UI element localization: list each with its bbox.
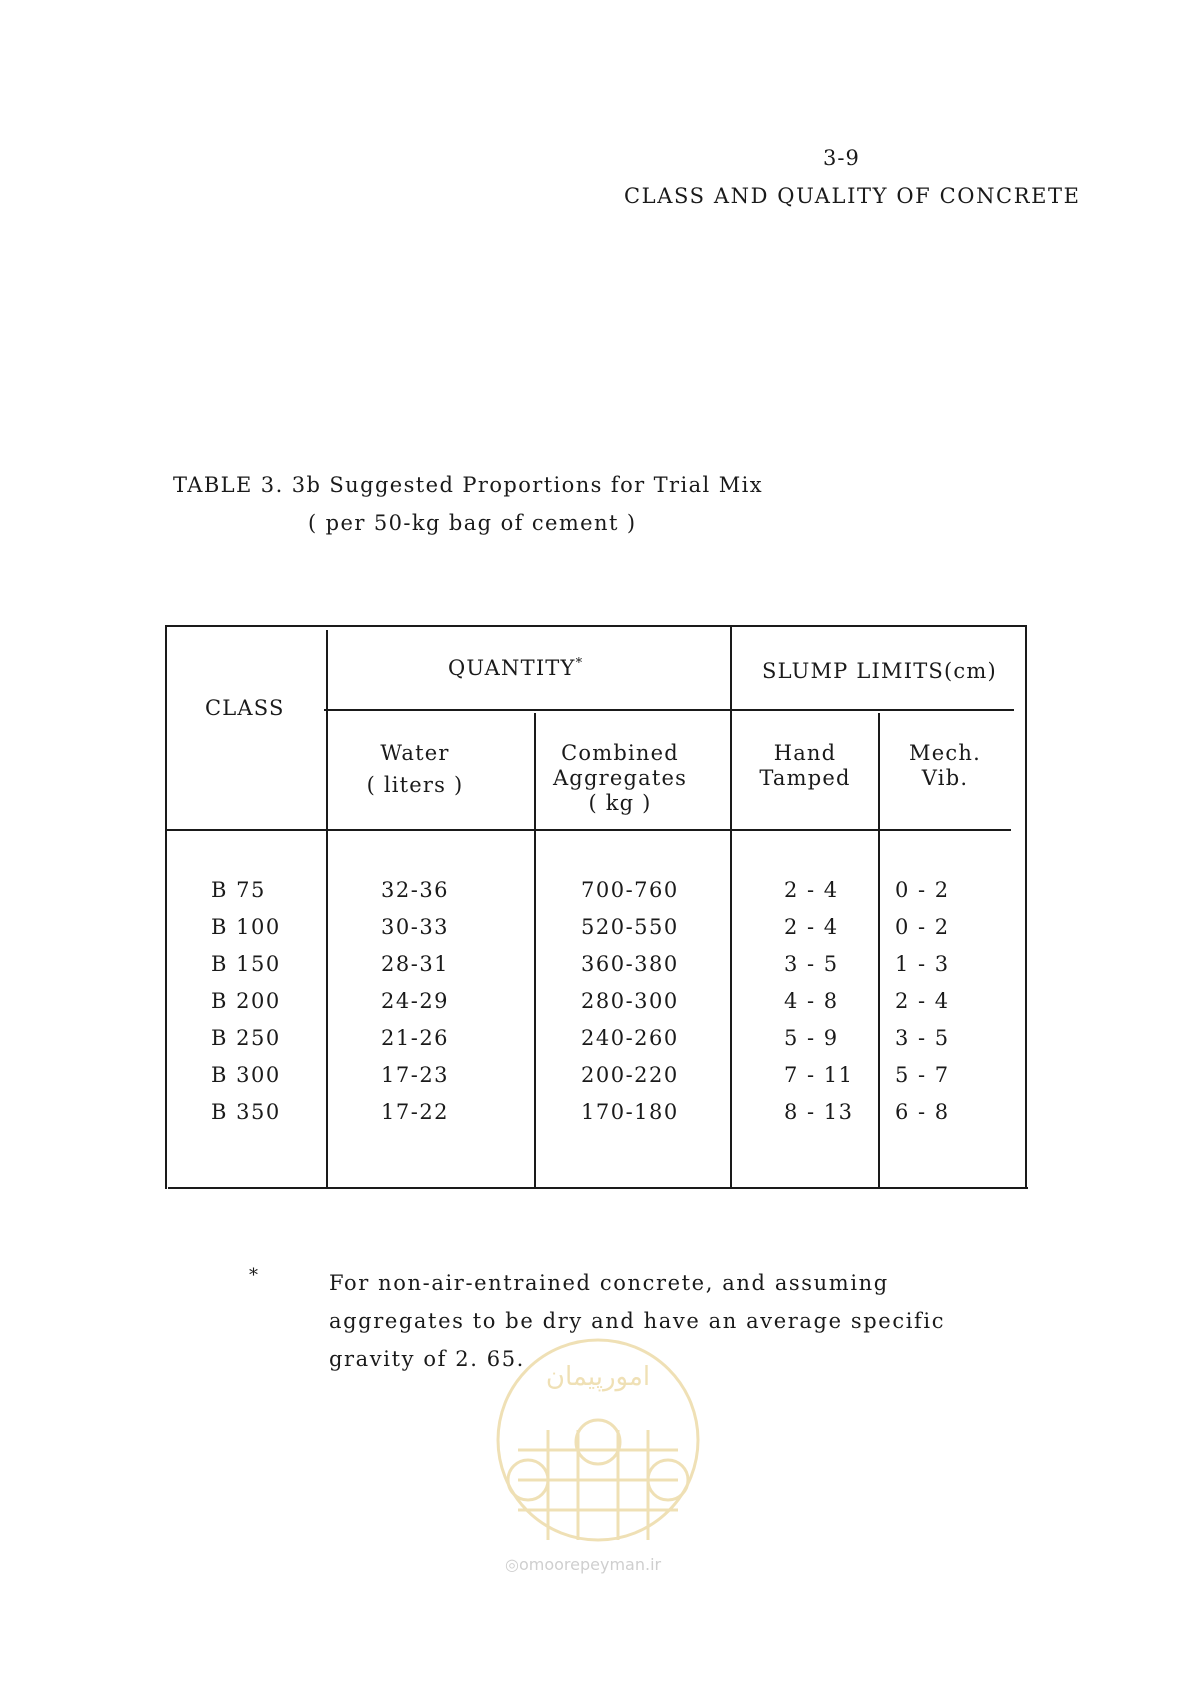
header-aggregates-label-2: Aggregates bbox=[552, 766, 688, 790]
table-cell-mech: 0 - 2 bbox=[895, 878, 950, 902]
table-cell-hand: 4 - 8 bbox=[784, 989, 839, 1013]
header-water-label: Water bbox=[380, 741, 450, 765]
table-cell-water: 17-23 bbox=[381, 1063, 450, 1087]
table-cell-mech: 1 - 3 bbox=[895, 952, 950, 976]
table-subcaption: ( per 50-kg bag of cement ) bbox=[308, 511, 637, 535]
table-border-bottom bbox=[168, 1187, 1028, 1189]
table-cell-class: B 300 bbox=[211, 1063, 281, 1087]
table-cell-water: 30-33 bbox=[381, 915, 450, 939]
header-aggregates-unit: ( kg ) bbox=[588, 791, 652, 815]
header-water-unit: ( liters ) bbox=[366, 773, 464, 797]
table-cell-aggregates: 170-180 bbox=[581, 1100, 679, 1124]
column-divider-hand bbox=[878, 713, 880, 1187]
column-mech-vib bbox=[895, 872, 950, 1131]
header-mech-vib bbox=[890, 741, 1000, 791]
header-subdivider bbox=[324, 709, 1014, 711]
header-mech-label-1: Mech. bbox=[909, 741, 981, 765]
table-cell-water: 24-29 bbox=[381, 989, 450, 1013]
table-cell-aggregates: 240-260 bbox=[581, 1026, 679, 1050]
header-mech-label-2: Vib. bbox=[921, 766, 969, 790]
table-border-right bbox=[1025, 625, 1027, 1189]
column-divider-water bbox=[534, 713, 536, 1187]
column-water bbox=[381, 872, 449, 1131]
quantity-footnote-mark: * bbox=[575, 656, 584, 671]
header-hand-tamped bbox=[740, 741, 870, 791]
header-hand-label-1: Hand bbox=[773, 741, 837, 765]
watermark-url-text: omoorepeyman.ir bbox=[518, 1555, 662, 1574]
header-class: CLASS bbox=[205, 696, 285, 720]
column-hand-tamped bbox=[784, 872, 854, 1131]
header-quantity-label: QUANTITY bbox=[448, 656, 576, 680]
table-caption: TABLE 3. 3b Suggested Proportions for Trial Mix bbox=[173, 473, 763, 497]
table-cell-class: B 150 bbox=[211, 952, 281, 976]
table-cell-water: 21-26 bbox=[381, 1026, 450, 1050]
table-cell-hand: 3 - 5 bbox=[784, 952, 839, 976]
table-border-top bbox=[165, 625, 1025, 627]
table-cell-aggregates: 200-220 bbox=[581, 1063, 679, 1087]
table-cell-mech: 3 - 5 bbox=[895, 1026, 950, 1050]
header-hand-label-2: Tamped bbox=[759, 766, 851, 790]
watermark-logo-text: امورپیمان bbox=[545, 1362, 651, 1392]
table-cell-class: B 350 bbox=[211, 1100, 281, 1124]
table-cell-water: 32-36 bbox=[381, 878, 450, 902]
header-slump-limits: SLUMP LIMITS(cm) bbox=[762, 659, 997, 683]
table-cell-class: B 75 bbox=[211, 878, 266, 902]
header-quantity bbox=[448, 656, 583, 680]
table-cell-mech: 2 - 4 bbox=[895, 989, 950, 1013]
table-cell-aggregates: 700-760 bbox=[581, 878, 679, 902]
table-cell-water: 28-31 bbox=[381, 952, 450, 976]
table-cell-class: B 250 bbox=[211, 1026, 281, 1050]
watermark-logo bbox=[488, 1330, 708, 1570]
column-class bbox=[211, 872, 281, 1131]
header-aggregates-label-1: Combined bbox=[561, 741, 679, 765]
footnote-marker: * bbox=[249, 1265, 258, 1286]
header-aggregates bbox=[545, 741, 695, 816]
footnote-text: For non-air-entrained concrete, and assuming aggregates to be dry and have an average specific gravity of 2. 65. bbox=[329, 1271, 946, 1371]
column-divider-class bbox=[326, 630, 328, 1187]
table-cell-water: 17-22 bbox=[381, 1100, 450, 1124]
table-cell-mech: 5 - 7 bbox=[895, 1063, 950, 1087]
header-water bbox=[350, 741, 480, 797]
table-cell-hand: 2 - 4 bbox=[784, 878, 839, 902]
table-cell-aggregates: 360-380 bbox=[581, 952, 679, 976]
table-cell-hand: 7 - 11 bbox=[784, 1063, 854, 1087]
section-title: CLASS AND QUALITY OF CONCRETE bbox=[624, 184, 1081, 208]
table-cell-hand: 8 - 13 bbox=[784, 1100, 854, 1124]
page-number: 3-9 bbox=[823, 146, 860, 170]
column-divider-quantity bbox=[730, 627, 732, 1187]
header-bottom-rule bbox=[167, 829, 1011, 831]
table-cell-aggregates: 520-550 bbox=[581, 915, 679, 939]
table-cell-mech: 0 - 2 bbox=[895, 915, 950, 939]
table-cell-class: B 100 bbox=[211, 915, 281, 939]
table-cell-mech: 6 - 8 bbox=[895, 1100, 950, 1124]
table-border-left bbox=[165, 625, 167, 1189]
table-cell-aggregates: 280-300 bbox=[581, 989, 679, 1013]
watermark-url: ◎omoorepeyman.ir bbox=[505, 1555, 662, 1574]
table-cell-class: B 200 bbox=[211, 989, 281, 1013]
column-aggregates bbox=[581, 872, 679, 1131]
table-cell-hand: 5 - 9 bbox=[784, 1026, 839, 1050]
table-cell-hand: 2 - 4 bbox=[784, 915, 839, 939]
